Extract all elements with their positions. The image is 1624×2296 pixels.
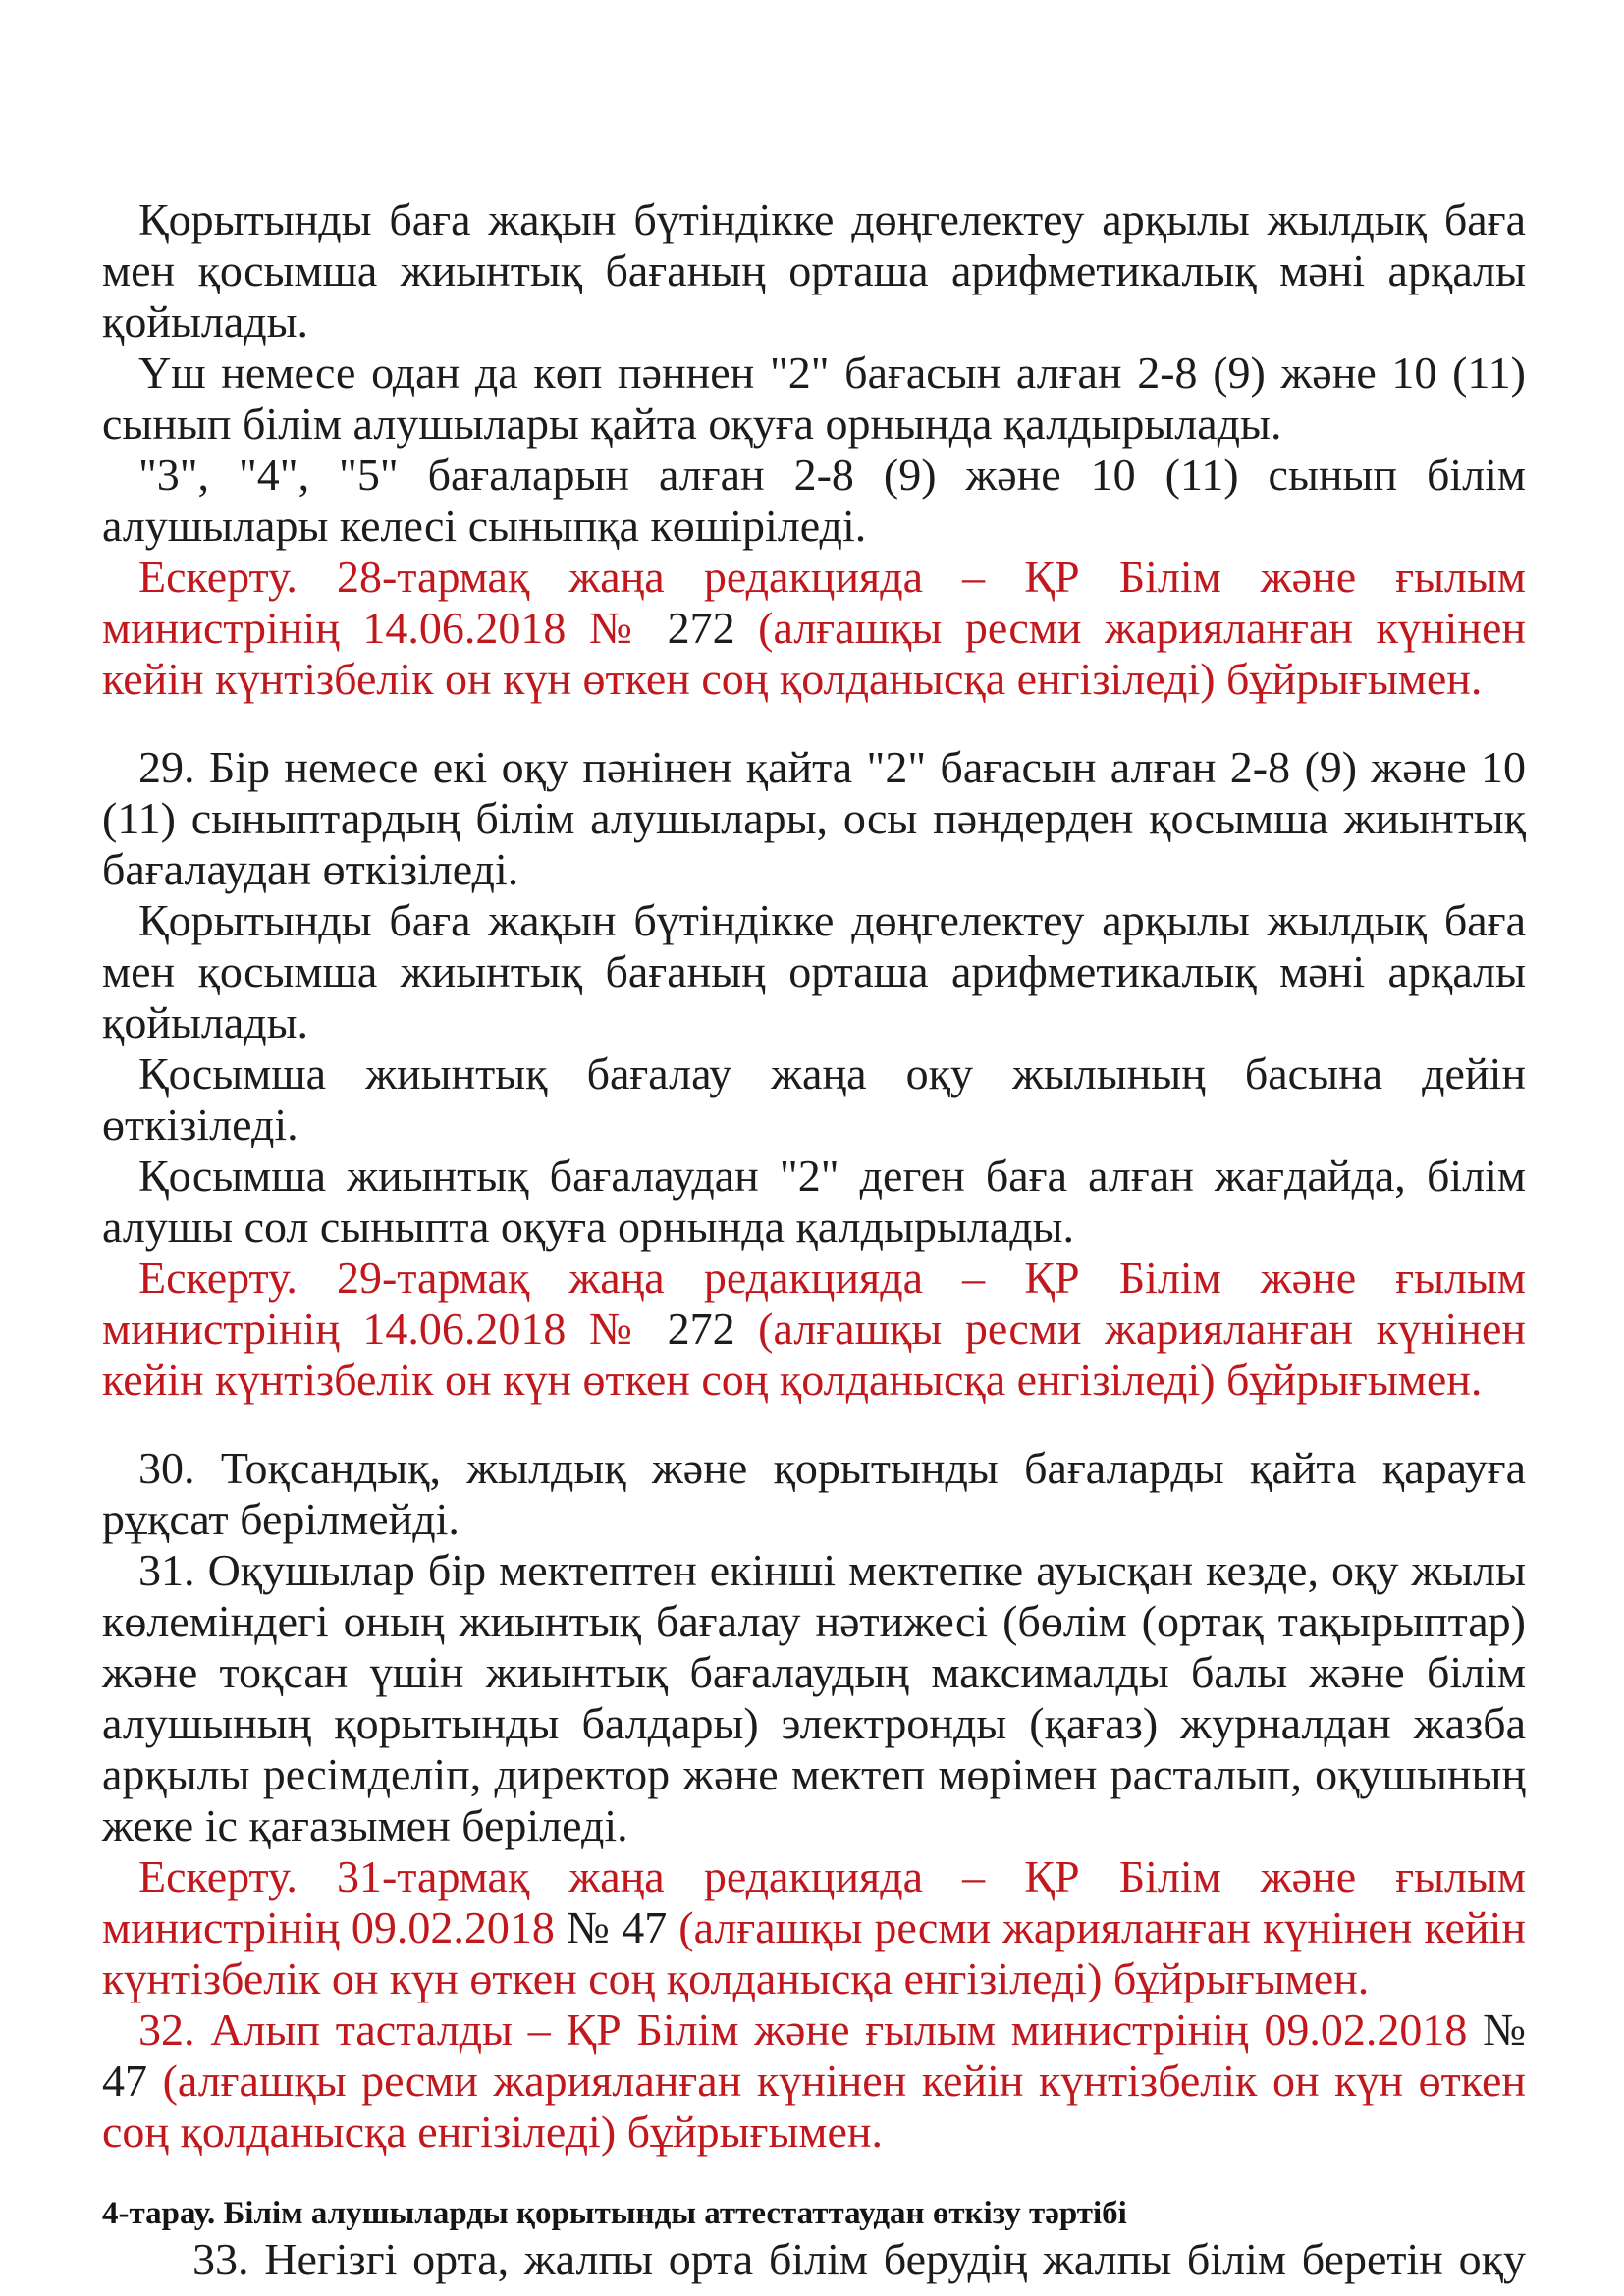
note-28-text-red-1: Ескерту. 28-тармақ жаңа редакцияда – ҚР Білім және ғылым министрінің 14.06.2018 № — [102, 552, 1526, 653]
note-31-text-red-1: Ескерту. 31-тармақ жаңа редакцияда – ҚР Білім және ғылым министрінің 09.02.2018 — [102, 1851, 1526, 1952]
paragraph-grades-3-4-5: "3", "4", "5" бағаларын алған 2-8 (9) және 10 (11) сынып білім алушылары келесі сыныпқа көшіріледі. — [102, 450, 1526, 551]
paragraph-final-grade-rounding-2: Қорытынды баға жақын бүтіндікке дөңгелектеу арқылы жылдық баға мен қосымша жиынтық бағаның орташа арифметикалық мәні арқалы қойылады. — [102, 895, 1526, 1047]
paragraph-item-32-removed — [102, 2004, 1526, 2158]
paragraph-three-or-more-subjects: Үш немесе одан да көп пәннен "2" бағасын алған 2-8 (9) және 10 (11) сынып білім алушылары қайта оқуға орнында қалдырылады. — [102, 347, 1526, 449]
paragraph-32-order-number: № 47 — [102, 2004, 1526, 2106]
note-item-29 — [102, 1253, 1526, 1406]
note-31-order-number: № 47 — [566, 1902, 668, 1952]
note-29-order-number: 272 — [667, 1304, 735, 1354]
paragraph-32-text-red-1: 32. Алып тасталды – ҚР Білім және ғылым министрінің 09.02.2018 — [138, 2004, 1484, 2055]
paragraph-item-31: 31. Оқушылар бір мектептен екінші мектепке ауысқан кезде, оқу жылы көлеміндегі оның жиынтық бағалау нәтижесі (бөлім (ортақ тақырыптар) және тоқсан үшін жиынтық бағалаудың максималды балы және білім алушының қорытынды балдары) электронды (қағаз) журналдан жазба арқылы ресімделіп, директор және мектеп мөрімен расталып, оқушының жеке іс қағазымен беріледі. — [102, 1545, 1526, 1850]
paragraph-32-text-red-2: (алғашқы ресми жарияланған күнінен кейін күнтізбелік он күн өткен соң қолданысқа енгізіледі) бұйрығымен. — [102, 2056, 1526, 2157]
paragraph-final-grade-rounding-1: Қорытынды баға жақын бүтіндікке дөңгелектеу арқылы жылдық баға мен қосымша жиынтық бағаның орташа арифметикалық мәні арқалы қойылады. — [102, 194, 1526, 347]
note-31-text-red-2: (алғашқы ресми жарияланған күнінен кейін күнтізбелік он күн өткен соң қолданысқа енгізіледі) бұйрығымен. — [102, 1902, 1526, 2003]
paragraph-grade2-retention: Қосымша жиынтық бағалаудан "2" деген баға алған жағдайда, білім алушы сол сыныпта оқуға орнында қалдырылады. — [102, 1150, 1526, 1252]
note-28-order-number: 272 — [667, 603, 735, 653]
blank-gap — [102, 1406, 1526, 1443]
paragraph-item-30: 30. Тоқсандық, жылдық және қорытынды бағаларды қайта қарауға рұқсат берілмейді. — [102, 1443, 1526, 1544]
note-29-text-red-1: Ескерту. 29-тармақ жаңа редакцияда – ҚР Білім және ғылым министрінің 14.06.2018 № — [102, 1253, 1526, 1354]
blank-gap — [102, 2158, 1526, 2193]
paragraph-item-29: 29. Бір немесе екі оқу пәнінен қайта "2" бағасын алған 2-8 (9) және 10 (11) сыныптардың білім алушылары, осы пәндерден қосымша жиынтық бағалаудан өткізіледі. — [102, 742, 1526, 894]
paragraph-item-33: 33. Негізгі орта, жалпы орта білім берудің жалпы білім беретін оқу — [192, 2234, 1526, 2284]
blank-gap — [102, 705, 1526, 742]
note-item-31 — [102, 1851, 1526, 2004]
note-29-text-red-2: (алғашқы ресми жарияланған күнінен кейін күнтізбелік он күн өткен соң қолданысқа енгізіледі) бұйрығымен. — [102, 1304, 1526, 1405]
chapter-4-heading: 4-тарау. Білім алушыларды қорытынды аттестаттаудан өткізу тәртібі — [102, 2196, 1127, 2231]
paragraph-additional-assessment-timing: Қосымша жиынтық бағалау жаңа оқу жылының басына дейін өткізіледі. — [102, 1048, 1526, 1149]
document-page — [102, 194, 1526, 2285]
note-28-text-red-2: (алғашқы ресми жарияланған күнінен кейін күнтізбелік он күн өткен соң қолданысқа енгізіледі) бұйрығымен. — [102, 603, 1526, 704]
note-item-28 — [102, 552, 1526, 705]
